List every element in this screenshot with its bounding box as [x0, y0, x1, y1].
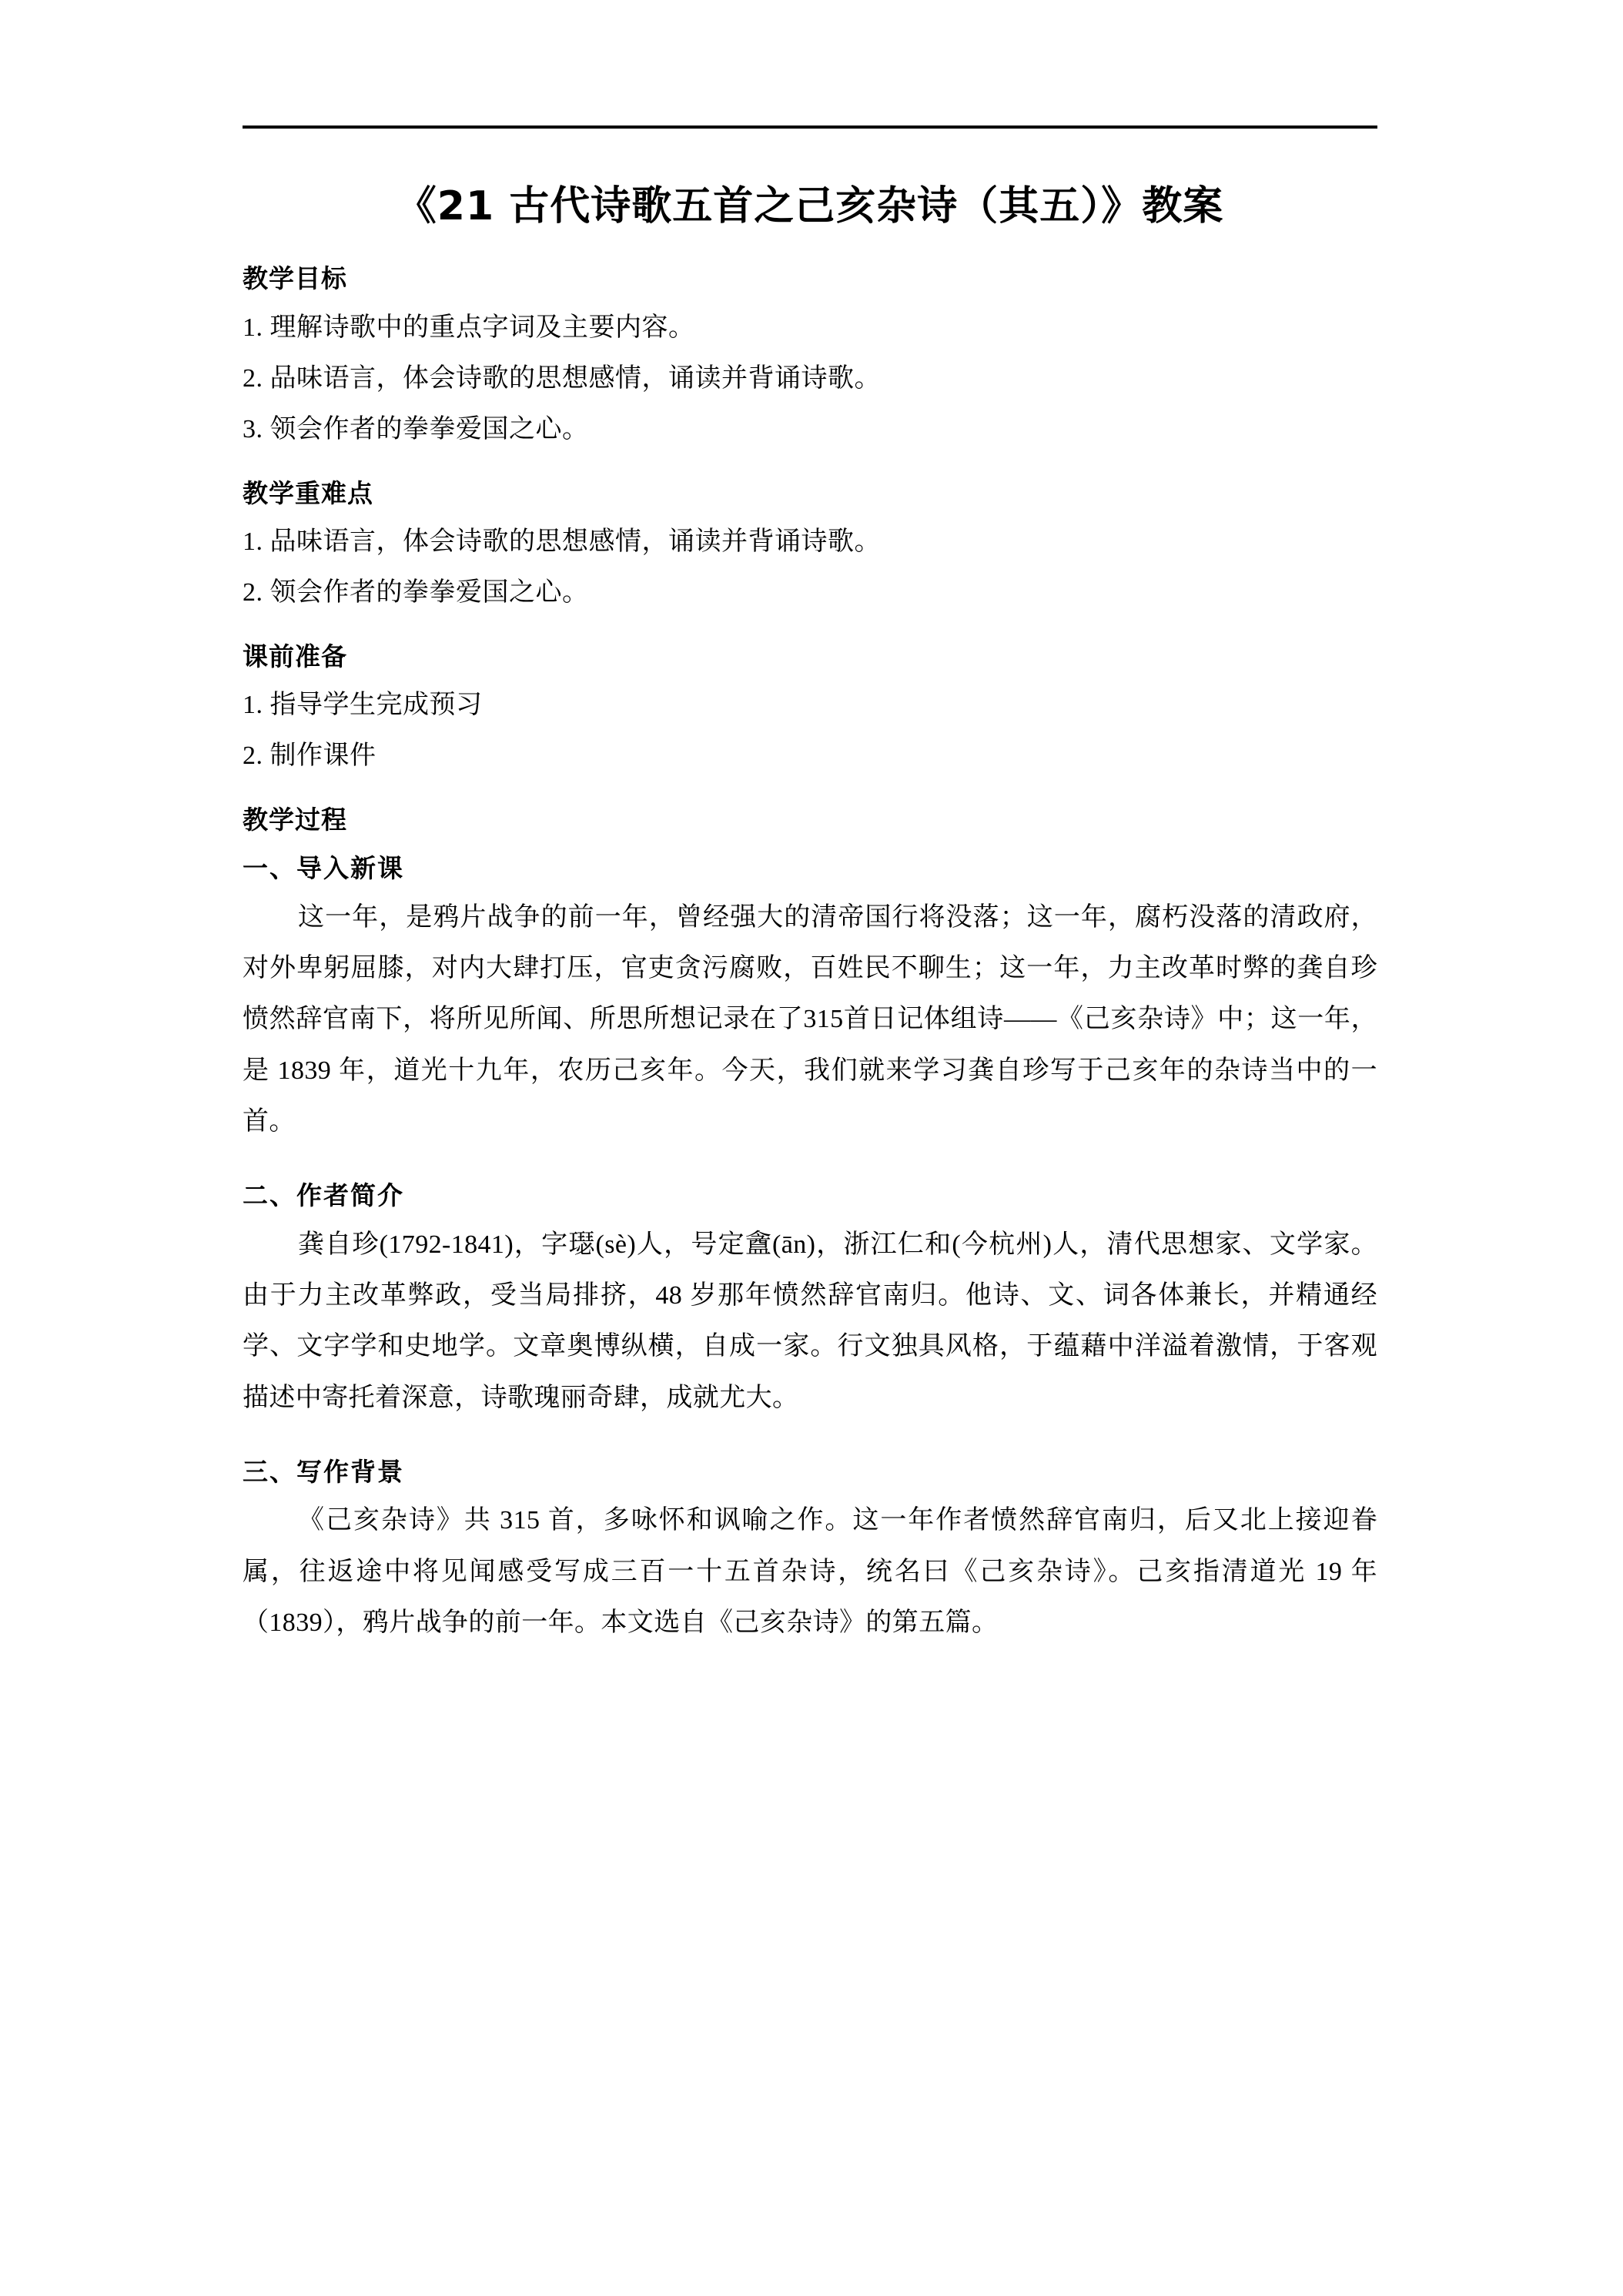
spacer	[243, 456, 1377, 464]
preparation-item-1: 1. 指导学生完成预习	[243, 691, 483, 720]
key-point-item-2: 2. 领会作者的拳拳爱国之心。	[243, 578, 589, 607]
key-point-item-1: 1. 品味语言，体会诗歌的思想感情，诵读并背诵诗歌。	[243, 527, 881, 557]
objective-item-2: 2. 品味语言，体会诗歌的思想感情，诵读并背诵诗歌。	[243, 363, 881, 393]
heading-objectives: 教学目标	[243, 263, 347, 294]
paragraph-author-intro: 龚自珍(1792-1841)，字璱(sè)人，号定盦(ān)，浙江仁和(今杭州)人，清代思想家、文学家。由于力主改革弊政，受当局排挤，48 岁那年愤然辞官南归。他诗、文、词各体兼长，并精通经学、文字学和史地学。文章奥博纵横，自成一家。行文独具风格，于蕴藉中洋溢着激情，于客观描述中寄托着深意，诗歌瑰丽奇肆，成就尤大。	[243, 1230, 1377, 1412]
page-title: 《21 古代诗歌五首之己亥杂诗（其五）》教案	[396, 183, 1224, 229]
spacer	[243, 1152, 1377, 1166]
document-body	[243, 158, 1377, 1653]
heading-preparation: 课前准备	[243, 641, 347, 671]
objective-item-3: 3. 领会作者的拳拳爱国之心。	[243, 415, 589, 444]
spacer	[243, 619, 1377, 627]
header-rule	[243, 126, 1377, 129]
objective-item-1: 1. 理解诗歌中的重点字词及主要内容。	[243, 313, 695, 342]
heading-process: 教学过程	[243, 804, 347, 835]
heading-author-intro: 二、作者简介	[243, 1180, 404, 1211]
spacer	[243, 782, 1377, 790]
heading-key-points: 教学重难点	[243, 477, 373, 508]
preparation-item-2: 2. 制作课件	[243, 741, 376, 771]
heading-process-intro: 一、导入新课	[243, 853, 404, 884]
spacer	[243, 1428, 1377, 1442]
heading-writing-background: 三、写作背景	[243, 1456, 404, 1487]
paragraph-writing-background: 《己亥杂诗》共 315 首，多咏怀和讽喻之作。这一年作者愤然辞官南归，后又北上接迎眷属，往返途中将见闻感受写成三百一十五首杂诗，统名曰《己亥杂诗》。己亥指清道光 19 年（1839），鸦片战争的前一年。本文选自《己亥杂诗》的第五篇。	[243, 1506, 1377, 1638]
paragraph-process-intro: 这一年，是鸦片战争的前一年，曾经强大的清帝国行将没落；这一年，腐朽没落的清政府，对外卑躬屈膝，对内大肆打压，官吏贪污腐败，百姓民不聊生；这一年，力主改革时弊的龚自珍愤然辞官南下，将所见所闻、所思所想记录在了315首日记体组诗——《己亥杂诗》中；这一年，是 1839 年，道光十九年，农历己亥年。今天，我们就来学习龚自珍写于己亥年的杂诗当中的一首。	[243, 902, 1377, 1136]
